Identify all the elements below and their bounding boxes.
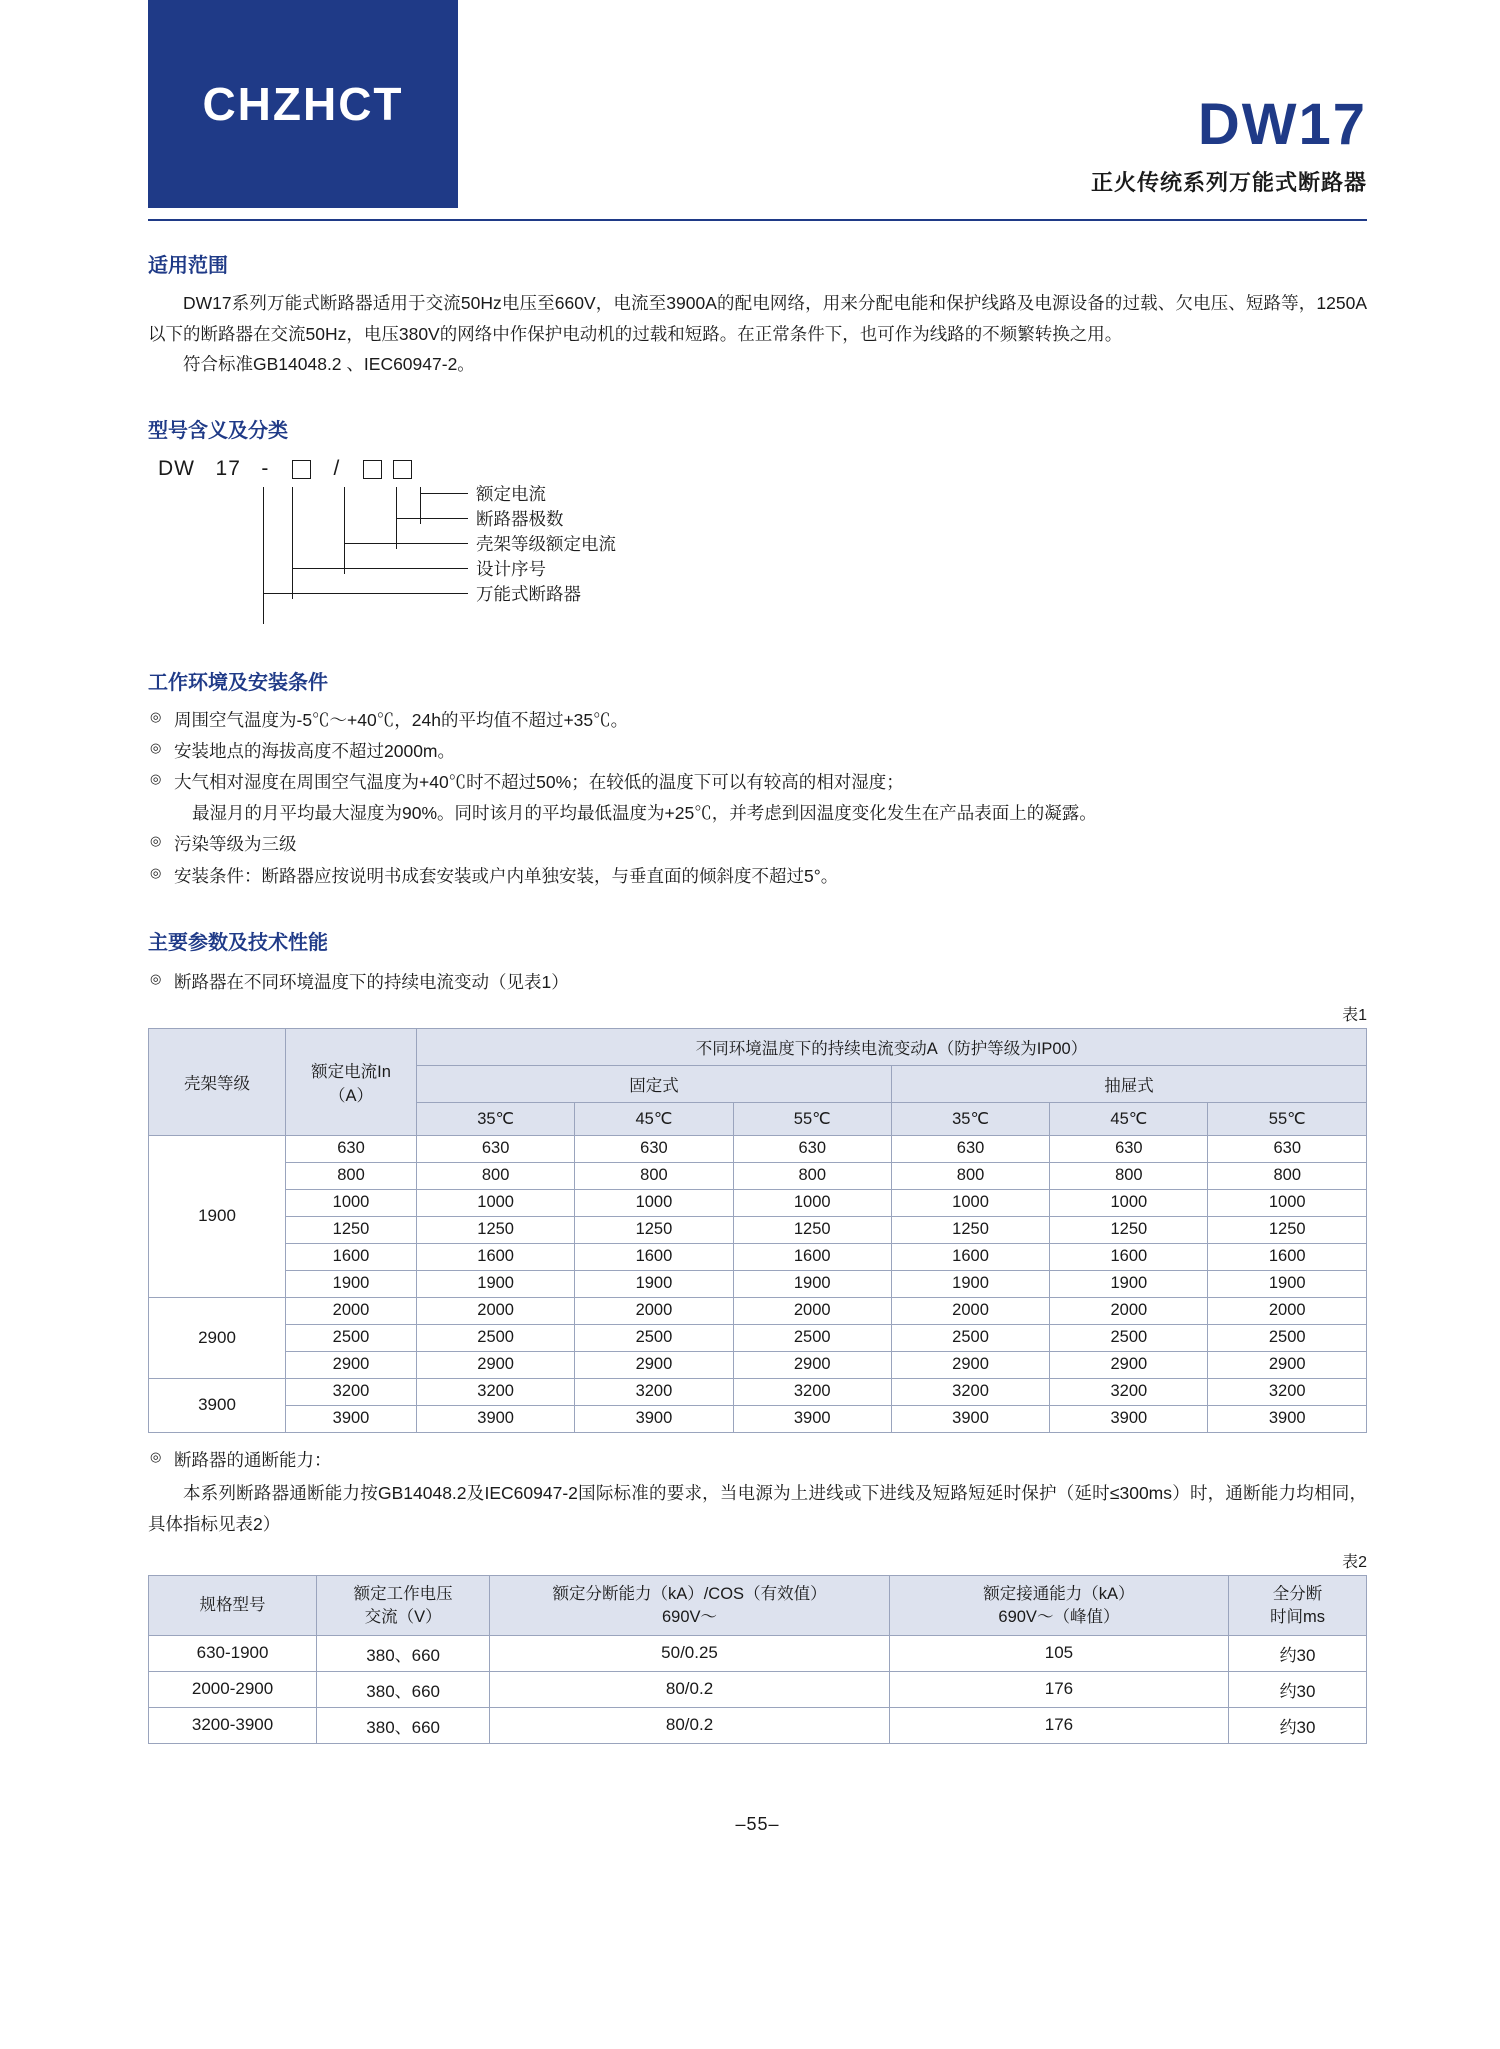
brand-logo — [148, 0, 458, 208]
table-row — [149, 1378, 1367, 1405]
th-drawer-35: 35℃ — [891, 1102, 1049, 1135]
th-breaking-capacity-line1: 额定分断能力（kA）/COS（有效值） — [552, 1585, 827, 1604]
th-breaking-capacity — [490, 1576, 890, 1636]
breaking-capacity-table — [148, 1575, 1367, 1744]
cell-value: 2000 — [733, 1297, 891, 1324]
cell-value: 1900 — [733, 1270, 891, 1297]
cell-value: 2900 — [1050, 1351, 1208, 1378]
model-code-slash: / — [333, 456, 341, 480]
cell-shell-class: 1900 — [149, 1135, 286, 1297]
cell-value: 1000 — [1208, 1189, 1367, 1216]
scope-paragraph-1: DW17系列万能式断路器适用于交流50Hz电压至660V，电流至3900A的配电网络，用来分配电能和保护线路及电源设备的过载、欠电压、短路等，1250A以下的断路器在交流50Hz，电压380V的网络中作保护电动机的过载和短路。在正常条件下，也可作为线路的不频繁转换之用。 — [148, 293, 1367, 344]
th-rated-voltage-line1: 额定工作电压 — [353, 1585, 453, 1604]
cell-value: 2500 — [1050, 1324, 1208, 1351]
cell-value: 1000 — [575, 1189, 733, 1216]
cell-rated-current: 630 — [286, 1135, 417, 1162]
list-item: ◎ 安装地点的海拔高度不超过2000m。 — [148, 736, 1367, 767]
cell-value: 1000 — [891, 1189, 1049, 1216]
table-row — [149, 1324, 1367, 1351]
cell-rated-current: 800 — [286, 1162, 417, 1189]
cell-break-time: 约30 — [1229, 1635, 1367, 1671]
cell-making-capacity: 176 — [889, 1707, 1228, 1743]
leader-line-v1 — [263, 487, 264, 624]
cell-value: 3900 — [1208, 1405, 1367, 1432]
table-row — [149, 1135, 1367, 1162]
cell-rated-current: 3200 — [286, 1378, 417, 1405]
th-model-spec — [149, 1576, 317, 1636]
th-fixed-55: 55℃ — [733, 1102, 891, 1135]
cell-value: 3200 — [1208, 1378, 1367, 1405]
cell-value: 1600 — [417, 1243, 575, 1270]
cell-rated-current: 2000 — [286, 1297, 417, 1324]
table1-caption: 表1 — [1342, 1006, 1367, 1024]
table-row — [149, 1635, 1367, 1671]
cell-value: 800 — [891, 1162, 1049, 1189]
cell-value: 1600 — [575, 1243, 733, 1270]
cell-value: 800 — [1050, 1162, 1208, 1189]
leader-line-h4 — [396, 518, 468, 519]
table2-head — [149, 1576, 1367, 1636]
cell-rated-voltage: 380、660 — [317, 1635, 490, 1671]
cell-value: 3200 — [1050, 1378, 1208, 1405]
section-title-params: 主要参数及技术性能 — [148, 931, 328, 954]
th-fixed-35: 35℃ — [417, 1102, 575, 1135]
th-total-break-time-line1: 全分断 — [1272, 1585, 1323, 1604]
table-row — [149, 1028, 1367, 1065]
cell-value: 800 — [1208, 1162, 1367, 1189]
th-rated-voltage — [317, 1576, 490, 1636]
brand-logo-text: CHZHCT — [202, 78, 404, 130]
th-rated-current — [286, 1028, 417, 1135]
cell-value: 3900 — [733, 1405, 891, 1432]
breaking-capacity-paragraph: 本系列断路器通断能力按GB14048.2及IEC60947-2国际标准的要求，当电源为上进线或下进线及短路短延时保护（延时≤300ms）时，通断能力均相同，具体指标见表2） — [148, 1483, 1367, 1534]
cell-value: 630 — [891, 1135, 1049, 1162]
table-row — [149, 1351, 1367, 1378]
cell-value: 2500 — [1208, 1324, 1367, 1351]
section-title-environment: 工作环境及安装条件 — [148, 671, 328, 694]
cell-making-capacity: 176 — [889, 1671, 1228, 1707]
th-rated-voltage-line2: 交流（V） — [364, 1607, 442, 1626]
model-code-prefix: DW — [158, 456, 195, 480]
cell-value: 2000 — [1050, 1297, 1208, 1324]
cell-rated-voltage: 380、660 — [317, 1707, 490, 1743]
th-rated-current-line2: （A） — [328, 1086, 373, 1105]
leader-line-h5 — [420, 493, 468, 494]
cell-value: 3200 — [891, 1378, 1049, 1405]
cell-value: 2900 — [733, 1351, 891, 1378]
cell-value: 3900 — [417, 1405, 575, 1432]
table-row — [149, 1297, 1367, 1324]
cell-value: 800 — [417, 1162, 575, 1189]
leader-line-h3 — [344, 543, 468, 544]
cell-value: 2900 — [891, 1351, 1049, 1378]
section-title-model: 型号含义及分类 — [148, 419, 288, 442]
cell-value: 3200 — [575, 1378, 733, 1405]
cell-value: 2500 — [417, 1324, 575, 1351]
cell-value: 2500 — [733, 1324, 891, 1351]
cell-breaking-capacity: 80/0.2 — [490, 1707, 890, 1743]
list-item: ◎ 安装条件：断路器应按说明书成套安装或户内单独安装，与垂直面的倾斜度不超过5°。 — [148, 861, 1367, 892]
model-label-universal-breaker: 万能式断路器 — [476, 583, 581, 604]
cell-rated-current: 2500 — [286, 1324, 417, 1351]
th-making-capacity — [889, 1576, 1228, 1636]
cell-value: 3200 — [733, 1378, 891, 1405]
cell-breaking-capacity: 80/0.2 — [490, 1671, 890, 1707]
th-drawer-type: 抽屉式 — [891, 1065, 1366, 1102]
cell-value: 1250 — [1208, 1216, 1367, 1243]
cell-break-time: 约30 — [1229, 1707, 1367, 1743]
table-row — [149, 1216, 1367, 1243]
cell-value: 1250 — [417, 1216, 575, 1243]
cell-value: 2000 — [417, 1297, 575, 1324]
th-drawer-55: 55℃ — [1208, 1102, 1367, 1135]
cell-rated-current: 1900 — [286, 1270, 417, 1297]
model-designation-diagram — [148, 457, 1367, 632]
leader-line-h1 — [263, 593, 468, 594]
list-item-sub: 最湿月的月平均最大湿度为90%。同时该月的平均最低温度为+25℃，并考虑到因温度变化发生在产品表面上的凝露。 — [192, 803, 1097, 824]
cell-value: 630 — [1050, 1135, 1208, 1162]
cell-value: 1000 — [417, 1189, 575, 1216]
cell-rated-voltage: 380、660 — [317, 1671, 490, 1707]
leader-line-v3 — [344, 487, 345, 574]
table-row — [149, 1243, 1367, 1270]
header-divider — [148, 219, 1367, 221]
cell-value: 3900 — [891, 1405, 1049, 1432]
table-row — [149, 1405, 1367, 1432]
cell-value: 1250 — [575, 1216, 733, 1243]
cell-rated-current: 2900 — [286, 1351, 417, 1378]
cell-value: 3200 — [417, 1378, 575, 1405]
th-fixed-type: 固定式 — [417, 1065, 892, 1102]
cell-breaking-capacity: 50/0.25 — [490, 1635, 890, 1671]
cell-value: 1900 — [1050, 1270, 1208, 1297]
th-shell-class: 壳架等级 — [149, 1028, 286, 1135]
model-label-poles: 断路器极数 — [476, 508, 564, 529]
th-drawer-45: 45℃ — [1050, 1102, 1208, 1135]
cell-value: 1600 — [1050, 1243, 1208, 1270]
section-title-scope: 适用范围 — [148, 255, 228, 277]
table1-note: ◎ 断路器在不同环境温度下的持续电流变动（见表1） — [148, 967, 1367, 998]
cell-value: 2900 — [1208, 1351, 1367, 1378]
page-number: –55– — [735, 1813, 780, 1834]
th-making-capacity-line2: 690V～（峰值） — [998, 1607, 1120, 1626]
cell-value: 1900 — [417, 1270, 575, 1297]
th-fixed-45: 45℃ — [575, 1102, 733, 1135]
cell-value: 1600 — [891, 1243, 1049, 1270]
cell-shell-class: 2900 — [149, 1297, 286, 1378]
cell-value: 630 — [1208, 1135, 1367, 1162]
cell-value: 2500 — [575, 1324, 733, 1351]
model-code-box-2 — [363, 460, 382, 479]
cell-model-spec: 630-1900 — [149, 1635, 317, 1671]
cell-value: 630 — [575, 1135, 733, 1162]
cell-value: 630 — [733, 1135, 891, 1162]
page-header — [0, 0, 1500, 215]
cell-value: 1900 — [1208, 1270, 1367, 1297]
cell-value: 2500 — [891, 1324, 1049, 1351]
model-code-dash: - — [261, 456, 270, 480]
table1-head — [149, 1028, 1367, 1135]
cell-value: 1000 — [733, 1189, 891, 1216]
cell-value: 2900 — [417, 1351, 575, 1378]
product-title: DW17 — [1197, 92, 1367, 157]
document-content — [0, 249, 1500, 1835]
model-code-box-1 — [292, 460, 311, 479]
cell-value: 1000 — [1050, 1189, 1208, 1216]
leader-line-h2 — [292, 568, 468, 569]
cell-rated-current: 1250 — [286, 1216, 417, 1243]
list-item: ◎ 周围空气温度为-5℃～+40℃，24h的平均值不超过+35℃。 — [148, 705, 1367, 736]
cell-making-capacity: 105 — [889, 1635, 1228, 1671]
table-row — [149, 1270, 1367, 1297]
cell-value: 1600 — [1208, 1243, 1367, 1270]
table-row — [149, 1162, 1367, 1189]
th-variation-span: 不同环境温度下的持续电流变动A（防护等级为IP00） — [417, 1028, 1367, 1065]
cell-rated-current: 1000 — [286, 1189, 417, 1216]
cell-value: 1900 — [575, 1270, 733, 1297]
cell-value: 1250 — [1050, 1216, 1208, 1243]
cell-value: 1250 — [733, 1216, 891, 1243]
cell-value: 1600 — [733, 1243, 891, 1270]
cell-rated-current: 1600 — [286, 1243, 417, 1270]
table-row — [149, 1707, 1367, 1743]
cell-value: 3900 — [575, 1405, 733, 1432]
list-item: ◎ 大气相对湿度在周围空气温度为+40℃时不超过50%；在较低的温度下可以有较高的相对湿度； — [148, 767, 1367, 798]
cell-break-time: 约30 — [1229, 1671, 1367, 1707]
cell-value: 2000 — [575, 1297, 733, 1324]
environment-list — [148, 705, 1367, 892]
cell-rated-current: 3900 — [286, 1405, 417, 1432]
th-breaking-capacity-line2: 690V～ — [662, 1607, 718, 1626]
model-label-design-serial: 设计序号 — [476, 558, 546, 579]
cell-shell-class: 3900 — [149, 1378, 286, 1432]
cell-value: 800 — [575, 1162, 733, 1189]
th-rated-current-line1: 额定电流In — [311, 1062, 391, 1081]
header-title-block — [1090, 92, 1367, 197]
product-subtitle: 正火传统系列万能式断路器 — [1090, 170, 1367, 195]
cell-value: 3900 — [1050, 1405, 1208, 1432]
th-total-break-time — [1229, 1576, 1367, 1636]
model-code — [158, 457, 414, 481]
current-variation-table — [148, 1028, 1367, 1433]
cell-value: 2000 — [891, 1297, 1049, 1324]
model-label-frame-rated-current: 壳架等级额定电流 — [476, 533, 616, 554]
table-row — [149, 1189, 1367, 1216]
cell-model-spec: 2000-2900 — [149, 1671, 317, 1707]
th-model-spec-line1: 规格型号 — [199, 1596, 266, 1615]
table1-body — [149, 1135, 1367, 1432]
th-total-break-time-line2: 时间ms — [1270, 1607, 1326, 1626]
table2-note: ◎ 断路器的通断能力： — [148, 1445, 1367, 1476]
model-label-rated-current: 额定电流 — [476, 483, 546, 504]
table2-caption: 表2 — [1342, 1554, 1367, 1572]
cell-value: 1250 — [891, 1216, 1049, 1243]
cell-value: 2000 — [1208, 1297, 1367, 1324]
cell-value: 1900 — [891, 1270, 1049, 1297]
cell-model-spec: 3200-3900 — [149, 1707, 317, 1743]
cell-value: 2900 — [575, 1351, 733, 1378]
cell-value: 630 — [417, 1135, 575, 1162]
cell-value: 800 — [733, 1162, 891, 1189]
th-making-capacity-line1: 额定接通能力（kA） — [983, 1585, 1135, 1604]
table2-body — [149, 1635, 1367, 1743]
table-row — [149, 1671, 1367, 1707]
model-code-box-3 — [393, 460, 412, 479]
list-item: ◎ 污染等级为三级 — [148, 829, 1367, 860]
scope-paragraph-2: 符合标准GB14048.2 、IEC60947-2。 — [183, 354, 475, 375]
leader-line-v2 — [292, 487, 293, 599]
model-code-number: 17 — [215, 456, 241, 480]
table-row — [149, 1576, 1367, 1636]
